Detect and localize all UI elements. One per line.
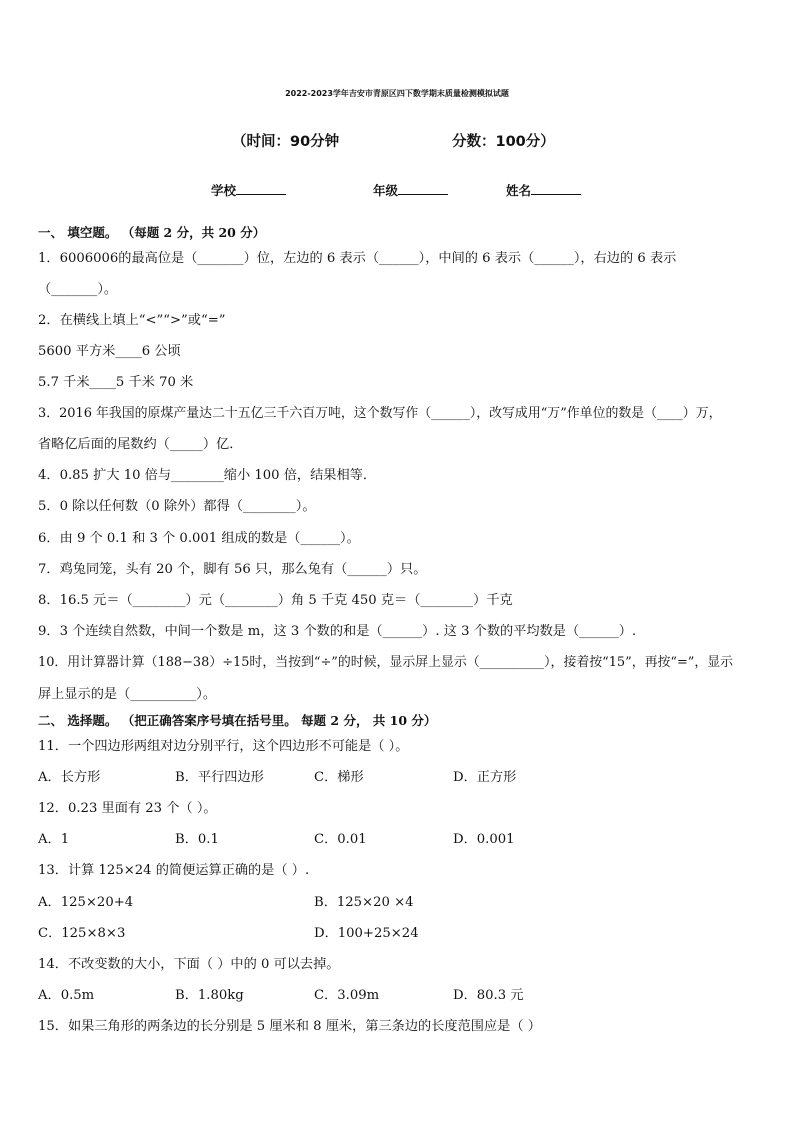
question-3-line1: 3．2016 年我国的原煤产量达二十五亿三千六百万吨，这个数写作（______），改写成用“万”作单位的数是（____）万， — [38, 406, 722, 421]
q11-option-c: C．梯形 — [314, 770, 364, 785]
question-14: 14．不改变数的大小，下面（ ）中的 0 可以去掉。 — [38, 957, 340, 972]
question-3-line2: 省略亿后面的尾数约（_____）亿． — [38, 437, 243, 452]
q14-option-c: C．3.09m — [314, 988, 380, 1003]
question-1-line2: （_______）。 — [38, 282, 118, 297]
question-9: 9．3 个连续自然数，中间一个数是 m，这 3 个数的和是（______）. 这 3 个数的平均数是（______）. — [38, 624, 637, 639]
name-label: 姓名 — [506, 183, 532, 198]
question-8: 8．16.5 元＝（________）元（________）角 5 千克 450 克＝（________）千克 — [38, 593, 513, 608]
q14-option-a: A．0.5m — [38, 988, 95, 1003]
q12-option-c: C．0.01 — [314, 832, 367, 847]
section1-heading: 一、 填空题。 （每题 2 分，共 20 分） — [38, 225, 266, 240]
grade-field — [373, 181, 448, 199]
question-2: 2．在横线上填上“<”“>”或“=” — [38, 313, 226, 328]
name-blank — [531, 182, 581, 195]
section2-heading: 二、 选择题。 （把正确答案序号填在括号里。 每题 2 分， 共 10 分） — [38, 713, 437, 728]
question-10-line1: 10．用计算器计算（188−38）÷15时，当按到“÷”的时候，显示屏上显示（__________），接着按“15”，再按“=”，显示 — [38, 655, 734, 670]
q12-option-d: D．0.001 — [453, 832, 515, 847]
score-label: 分数：100分） — [452, 134, 555, 150]
grade-blank — [398, 182, 448, 195]
question-12: 12．0.23 里面有 23 个（ ）。 — [38, 801, 217, 816]
q13-option-c: C．125×8×3 — [38, 926, 126, 941]
page-title: 2022-2023学年吉安市青原区四下数学期末质量检测模拟试题 — [285, 89, 509, 98]
question-10-line2: 屏上显示的是（__________）。 — [38, 687, 217, 702]
q13-option-d: D．100+25×24 — [314, 926, 419, 941]
question-13: 13．计算 125×24 的简便运算正确的是（ ）. — [38, 863, 310, 878]
q11-option-d: D．正方形 — [453, 770, 517, 785]
question-15: 15．如果三角形的两条边的长分别是 5 厘米和 8 厘米，第三条边的长度范围应是（ ） — [38, 1019, 541, 1034]
question-6: 6．由 9 个 0.1 和 3 个 0.001 组成的数是（______）。 — [38, 531, 360, 546]
school-blank — [236, 182, 286, 195]
q14-option-d: D．80.3 元 — [453, 988, 524, 1003]
q13-option-b: B．125×20 ×4 — [314, 895, 414, 910]
question-1-line1: 1．6006006的最高位是（_______）位，左边的 6 表示（______），中间的 6 表示（______），右边的 6 表示 — [38, 251, 677, 266]
school-field — [211, 181, 286, 199]
question-2-item-a: 5600 平方米____6 公顷 — [38, 344, 181, 359]
name-field — [506, 181, 581, 199]
q12-option-a: A．1 — [38, 832, 70, 847]
question-4: 4．0.85 扩大 10 倍与________缩小 100 倍，结果相等． — [38, 468, 377, 483]
grade-label: 年级 — [373, 183, 399, 198]
q14-option-b: B．1.80kg — [175, 988, 244, 1003]
time-label: （时间：90分钟 — [232, 134, 340, 150]
q11-option-b: B．平行四边形 — [175, 770, 264, 785]
q12-option-b: B．0.1 — [175, 832, 219, 847]
question-2-item-b: 5.7 千米____5 千米 70 米 — [38, 375, 194, 390]
q11-option-a: A．长方形 — [38, 770, 101, 785]
question-5: 5．0 除以任何数（0 除外）都得（________）。 — [38, 499, 316, 514]
q13-option-a: A．125×20+4 — [38, 895, 134, 910]
school-label: 学校 — [211, 183, 237, 198]
question-11: 11．一个四边形两组对边分别平行，这个四边形不可能是（ ）。 — [38, 739, 409, 754]
question-7: 7．鸡兔同笼，头有 20 个，脚有 56 只，那么兔有（______）只。 — [38, 562, 427, 577]
